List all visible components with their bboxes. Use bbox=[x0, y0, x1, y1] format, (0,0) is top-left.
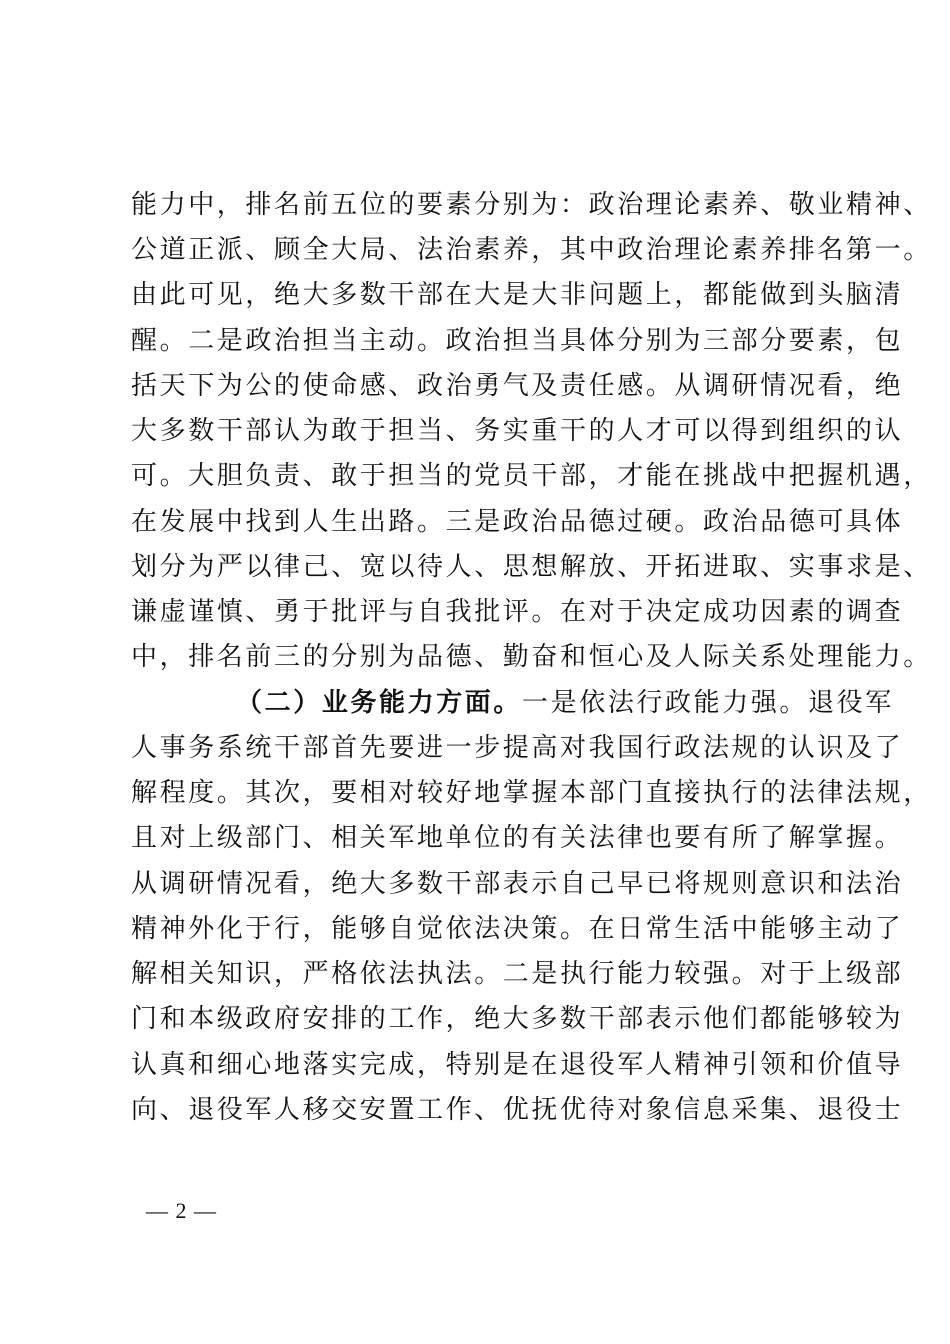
body-text-line: 公道正派、顾全大局、法治素养，其中政治理论素养排名第一。 bbox=[131, 235, 932, 265]
body-text-line: 精神外化于行，能够自觉依法决策。在日常生活中能够主动了 bbox=[131, 914, 904, 944]
body-text-line: 向、退役军人移交安置工作、优抚优待对象信息采集、退役士 bbox=[131, 1095, 904, 1125]
body-text-line: 且对上级部门、相关军地单位的有关法律也要有所了解掌握。 bbox=[131, 823, 904, 853]
body-text-line: 人事务系统干部首先要进一步提高对我国行政法规的认识及了 bbox=[131, 733, 904, 763]
body-text-line: 醒。二是政治担当主动。政治担当具体分别为三部分要素，包 bbox=[131, 326, 904, 356]
body-text-line: 中，排名前三的分别为品德、勤奋和恒心及人际关系处理能力。 bbox=[131, 642, 932, 672]
body-text-line: 解程度。其次，要相对较好地掌握本部门直接执行的法律法规， bbox=[131, 778, 932, 808]
body-text-line: 解相关知识，严格依法执法。二是执行能力较强。对于上级部 bbox=[131, 959, 904, 989]
body-text-line: 谦虚谨慎、勇于批评与自我批评。在对于决定成功因素的调查 bbox=[131, 597, 904, 627]
section-heading-line bbox=[236, 683, 894, 723]
body-text-line: 大多数干部认为敢于担当、务实重干的人才可以得到组织的认 bbox=[131, 416, 904, 446]
body-text-line: 在发展中找到人生出路。三是政治品德过硬。政治品德可具体 bbox=[131, 507, 904, 537]
body-text-line: 可。大胆负责、敢于担当的党员干部，才能在挑战中把握机遇， bbox=[131, 461, 932, 491]
body-text-line: 能力中，排名前五位的要素分别为：政治理论素养、敬业精神、 bbox=[131, 190, 932, 220]
section-heading: （二）业务能力方面。 bbox=[236, 688, 523, 718]
page-number: — 2 — bbox=[146, 1198, 217, 1223]
body-text-line: 从调研情况看，绝大多数干部表示自己早已将规则意识和法治 bbox=[131, 869, 904, 899]
body-text-line: 门和本级政府安排的工作，绝大多数干部表示他们都能够较为 bbox=[131, 1004, 904, 1034]
body-text-line: 认真和细心地落实完成，特别是在退役军人精神引领和价值导 bbox=[131, 1050, 904, 1080]
body-text-line: 由此可见，绝大多数干部在大是大非问题上，都能做到头脑清 bbox=[131, 280, 904, 310]
body-text-line: 划分为严以律己、宽以待人、思想解放、开拓进取、实事求是、 bbox=[131, 552, 932, 582]
section-heading-continuation: 一是依法行政能力强。退役军 bbox=[522, 688, 894, 718]
body-text-line: 括天下为公的使命感、政治勇气及责任感。从调研情况看，绝 bbox=[131, 371, 904, 401]
